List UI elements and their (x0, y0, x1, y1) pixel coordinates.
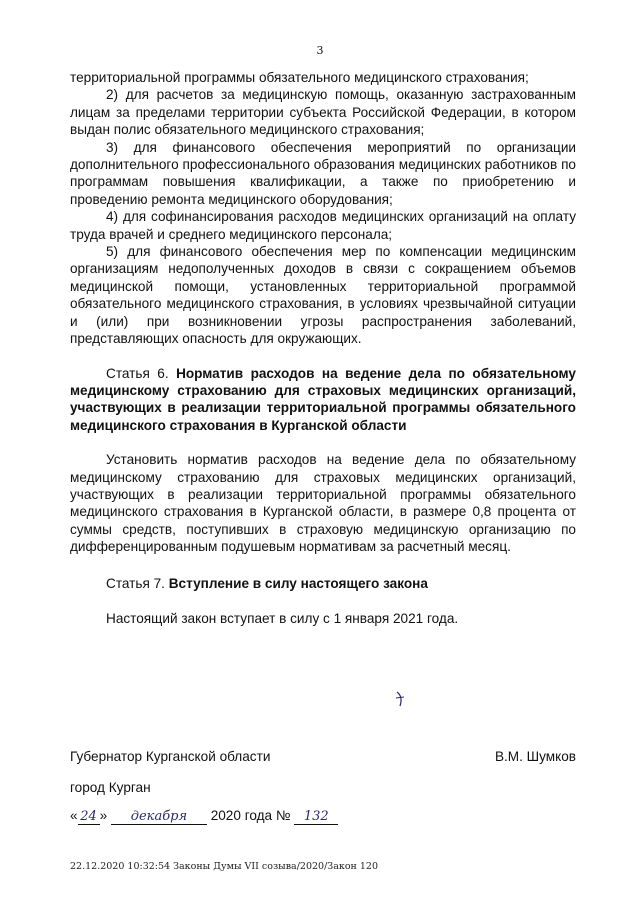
article-6-label: Статья 6. (106, 365, 169, 381)
paragraph-item-2: 2) для расчетов за медицинскую помощь, оказанную застрахованным лицам за пределами территории субъекта Российской Федерации, в котором выдан полис обязательного медицинского страхования; (70, 87, 576, 138)
article-6-text: Установить норматив расходов на ведение дела по обязательному медицинскому страхованию для страховых медицинских организаций, участвующих в реализации территориальной программы обязательного медицинского страхования в Курганской области, в размере 0,8 процента от суммы средств, поступивших в страховую медицинскую организацию по дифференцированным подушевым нормативам за расчетный месяц. (70, 452, 576, 555)
paragraph-item-5: 5) для финансового обеспечения мер по компенсации медицинским организациям недополученных доходов в связи с сокращением объемов медицинской помощи, установленных территориальной программой обязательного медицинского страхования, в условиях чрезвычайной ситуации и (или) при возникновении угрозы распространения заболеваний, представляющих опасность для окружающих. (70, 244, 576, 347)
paragraph-continuation: территориальной программы обязательного медицинского страхования; (70, 70, 529, 85)
date-line (70, 808, 338, 832)
article-7-label: Статья 7. (106, 575, 165, 591)
document-body (70, 69, 576, 627)
handwritten-day: 24 (78, 809, 100, 825)
city-line: город Курган (70, 780, 151, 795)
signatory-name: В.М. Шумков (494, 749, 576, 764)
close-quote: » (99, 808, 108, 823)
open-quote: « (70, 808, 78, 823)
document-footer: 22.12.2020 10:32:54 Законы Думы VII созыва/2020/Закон 120 (70, 861, 379, 872)
paragraph-item-4: 4) для софинансирования расходов медицинских организаций на оплату труда врачей и среднего медицинского персонала; (70, 209, 576, 242)
year-text: 2020 года № (210, 808, 291, 823)
article-6-heading (70, 365, 576, 435)
page-number: 3 (316, 44, 324, 57)
article-7-heading (70, 575, 576, 592)
handwritten-mark (393, 689, 407, 709)
article-7-text: Настоящий закон вступает в силу с 1 января 2021 года. (106, 610, 459, 626)
signatory-position: Губернатор Курганской области (70, 749, 271, 764)
article-7-title: Вступление в силу настоящего закона (168, 575, 428, 591)
paragraph-item-3: 3) для финансового обеспечения мероприятий по организации дополнительного профессионального образования медицинских работников по программам повышения квалификации, а также по приобретению и проведению ремонта медицинского оборудования; (70, 139, 576, 207)
article-6-title: Норматив расходов на ведение дела по обязательному медицинскому страхованию для страховых медицинских организаций, участвующих в реализации территориальной программы обязательного медицинского страхования в Курганской области (70, 365, 576, 433)
signature-block (70, 749, 576, 764)
handwritten-law-number: 132 (294, 809, 338, 825)
handwritten-month: декабря (111, 809, 207, 825)
